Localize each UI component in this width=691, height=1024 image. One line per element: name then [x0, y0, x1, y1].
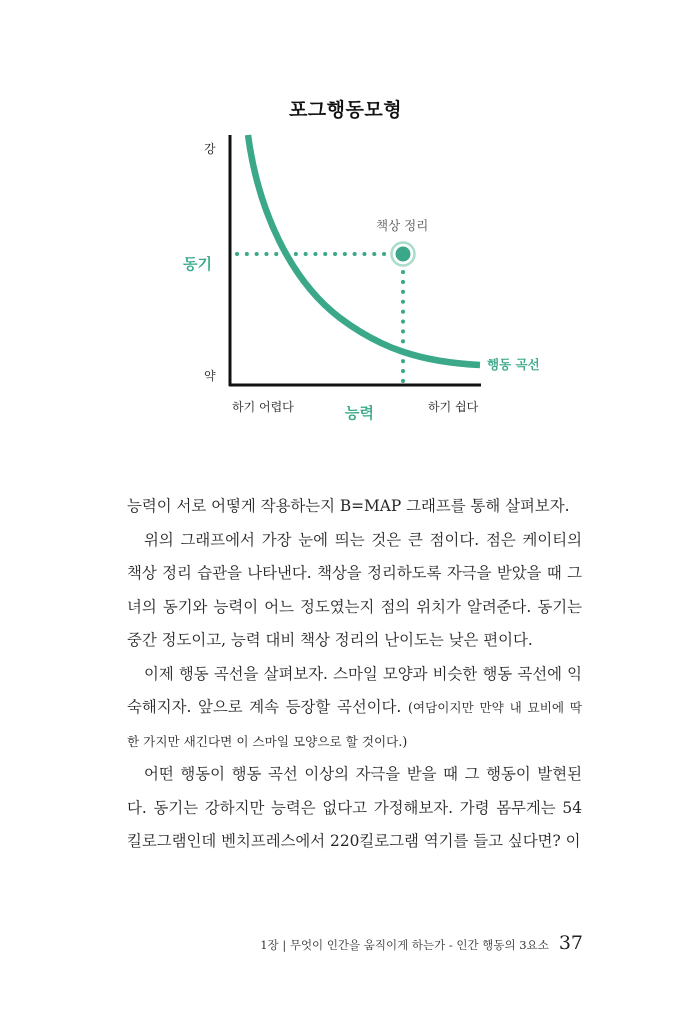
paragraph [127, 658, 582, 759]
paragraph: 능력이 서로 어떻게 작용하는지 B=MAP 그래프를 통해 살펴보자. [127, 497, 570, 515]
x-axis-left-label: 하기 어렵다 [232, 400, 294, 414]
curve-label: 행동 곡선 [487, 357, 540, 372]
chapter-title: 무엇이 인간을 움직이게 하는가 - 인간 행동의 3요소 [289, 938, 549, 952]
footer-separator: | [282, 938, 287, 952]
x-axis-label: 능력 [345, 404, 374, 422]
chapter-number: 1장 [260, 938, 279, 952]
paragraph-text: 이제 행동 곡선을 살펴보자. 스마일 모양과 비슷한 행동 곡선에 익숙해지자. 앞으로 계속 등장할 곡선이다. [127, 664, 582, 716]
paragraph: 위의 그래프에서 가장 눈에 띄는 것은 큰 점이다. 점은 케이티의 책상 정리 습관을 나타낸다. 책상을 정리하도록 자극을 받았을 때 그녀의 동기와 능력이 어느 정도였는지 점의 위치가 알려준다. 동기는 중간 정도이고, 능력 대비 책상 정리의 난이도는 낮은 편이다. [127, 530, 582, 649]
behavior-chart [0, 0, 691, 440]
fogg-behavior-model-figure [0, 0, 691, 440]
x-axis-right-label: 하기 쉽다 [428, 400, 479, 414]
action-line-curve [248, 135, 480, 365]
desk-tidy-point [396, 247, 411, 262]
page-footer [260, 932, 583, 954]
y-axis-bottom-label: 약 [204, 369, 216, 383]
paragraph: 어떤 행동이 행동 곡선 이상의 자극을 받을 때 그 행동이 발현된다. 동기는 강하지만 능력은 없다고 가정해보자. 가령 몸무게는 54킬로그램인데 벤치프레스에서 220킬로그램 역기를 들고 싶다면? 이 [127, 765, 582, 850]
figure-title: 포그행동모형 [288, 99, 403, 121]
point-label: 책상 정리 [376, 218, 429, 233]
y-axis-top-label: 강 [204, 142, 216, 156]
y-axis-label: 동기 [183, 255, 212, 273]
body-text [127, 490, 582, 859]
page-number: 37 [558, 932, 583, 954]
footer-chapter [260, 937, 549, 953]
aside-note: (여담이지만 만약 내 묘비에 딱 한 가지만 새긴다면 이 스마일 모양으로 할 것이다.) [127, 700, 582, 749]
